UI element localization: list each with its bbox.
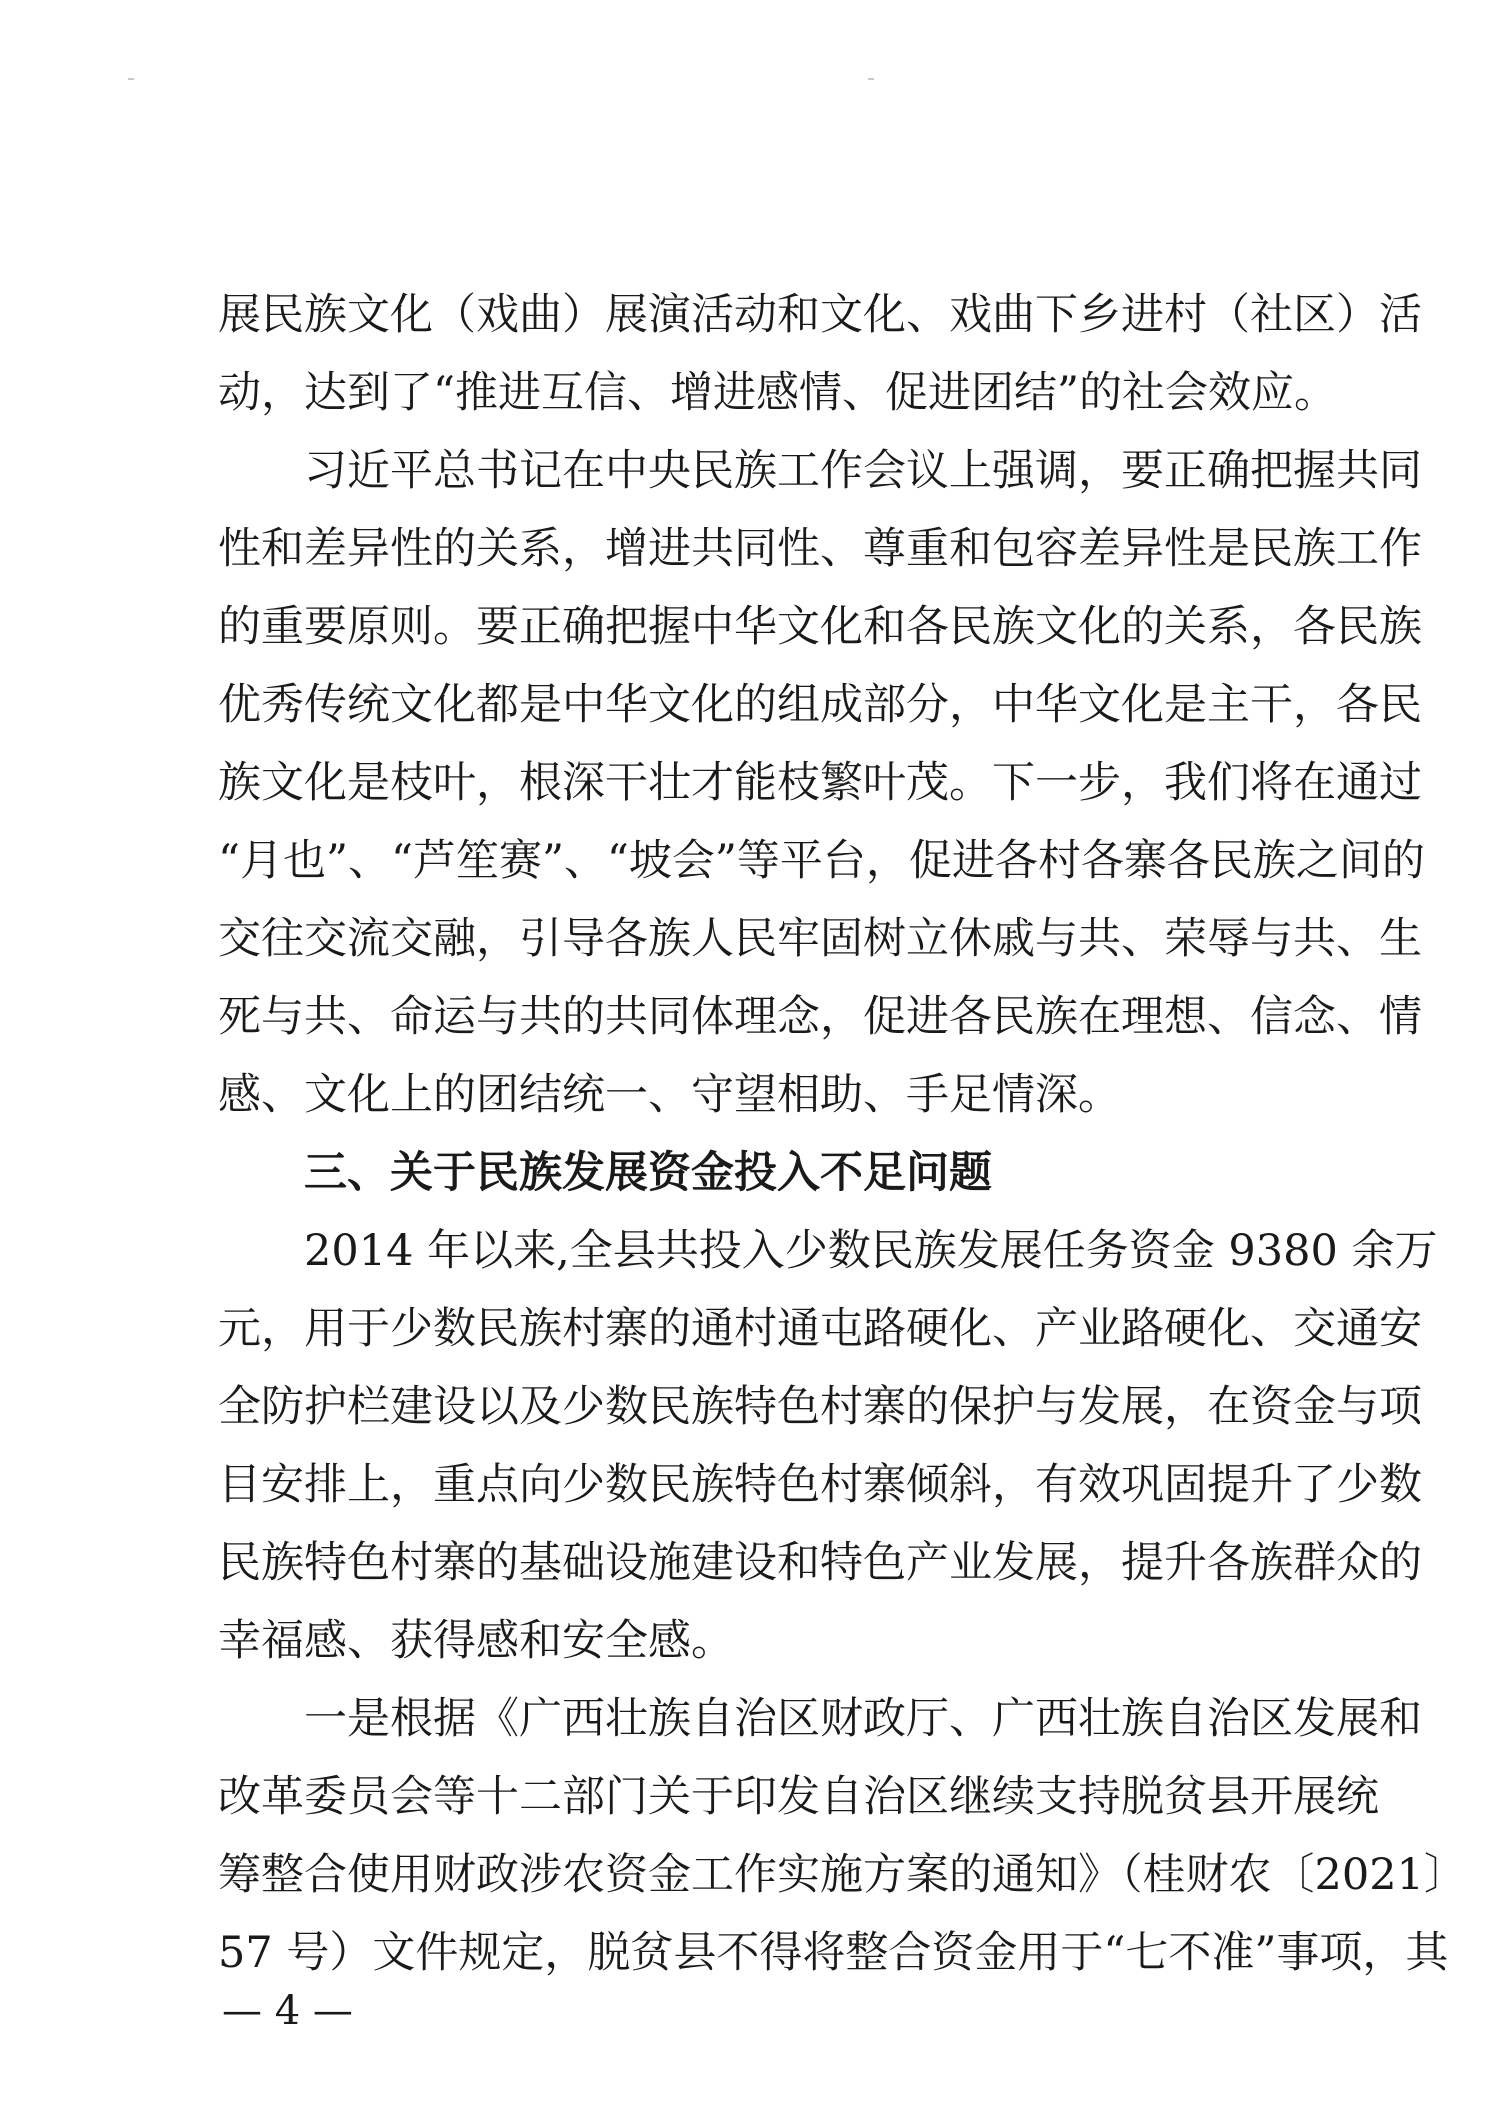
text-line: 一是根据《广西壮族自治区财政厅、广西壮族自治区发展和 xyxy=(304,1694,1422,1744)
text-line: 民族特色村寨的基础设施建设和特色产业发展，提升各族群众的 xyxy=(218,1538,1422,1588)
text-line: 死与共、命运与共的共同体理念，促进各民族在理想、信念、情 xyxy=(218,992,1422,1042)
text-line: 习近平总书记在中央民族工作会议上强调，要正确把握共同 xyxy=(304,446,1422,496)
text-line: 感、文化上的团结统一、守望相助、手足情深。 xyxy=(218,1070,1121,1120)
text-line: 动，达到了“推进互信、增进感情、促进团结”的社会效应。 xyxy=(218,368,1337,418)
text-line: 目安排上，重点向少数民族特色村寨倾斜，有效巩固提升了少数 xyxy=(218,1460,1422,1510)
text-line: 族文化是枝叶，根深干壮才能枝繁叶茂。下一步，我们将在通过 xyxy=(218,758,1422,808)
text-line: “月也”、“芦笙赛”、“坡会”等平台，促进各村各寨各民族之间的 xyxy=(218,836,1425,886)
text-line: 筹整合使用财政涉农资金工作实施方案的通知》（桂财农〔2021〕 xyxy=(218,1850,1467,1900)
text-line: 的重要原则。要正确把握中华文化和各民族文化的关系，各民族 xyxy=(218,602,1422,652)
section-heading: 三、关于民族发展资金投入不足问题 xyxy=(304,1148,992,1198)
text-line: 幸福感、获得感和安全感。 xyxy=(218,1616,734,1666)
text-line: 展民族文化（戏曲）展演活动和文化、戏曲下乡进村（社区）活 xyxy=(218,290,1422,340)
scan-mark xyxy=(128,78,134,80)
text-line: 优秀传统文化都是中华文化的组成部分，中华文化是主干，各民 xyxy=(218,680,1422,730)
text-line: 全防护栏建设以及少数民族特色村寨的保护与发展，在资金与项 xyxy=(218,1382,1422,1432)
text-line: 57 号）文件规定，脱贫县不得将整合资金用于“七不准”事项，其 xyxy=(218,1928,1449,1978)
text-line: 改革委员会等十二部门关于印发自治区继续支持脱贫县开展统 xyxy=(218,1772,1379,1822)
text-line: 元，用于少数民族村寨的通村通屯路硬化、产业路硬化、交通安 xyxy=(218,1304,1422,1354)
text-line: 交往交流交融，引导各族人民牢固树立休戚与共、荣辱与共、生 xyxy=(218,914,1422,964)
body-text xyxy=(218,276,1467,1992)
page-number: — 4 — xyxy=(222,1988,353,2034)
text-line: 性和差异性的关系，增进共同性、尊重和包容差异性是民族工作 xyxy=(218,524,1422,574)
text-line: 2014 年以来,全县共投入少数民族发展任务资金 9380 余万 xyxy=(304,1226,1438,1276)
scan-mark xyxy=(868,78,874,80)
